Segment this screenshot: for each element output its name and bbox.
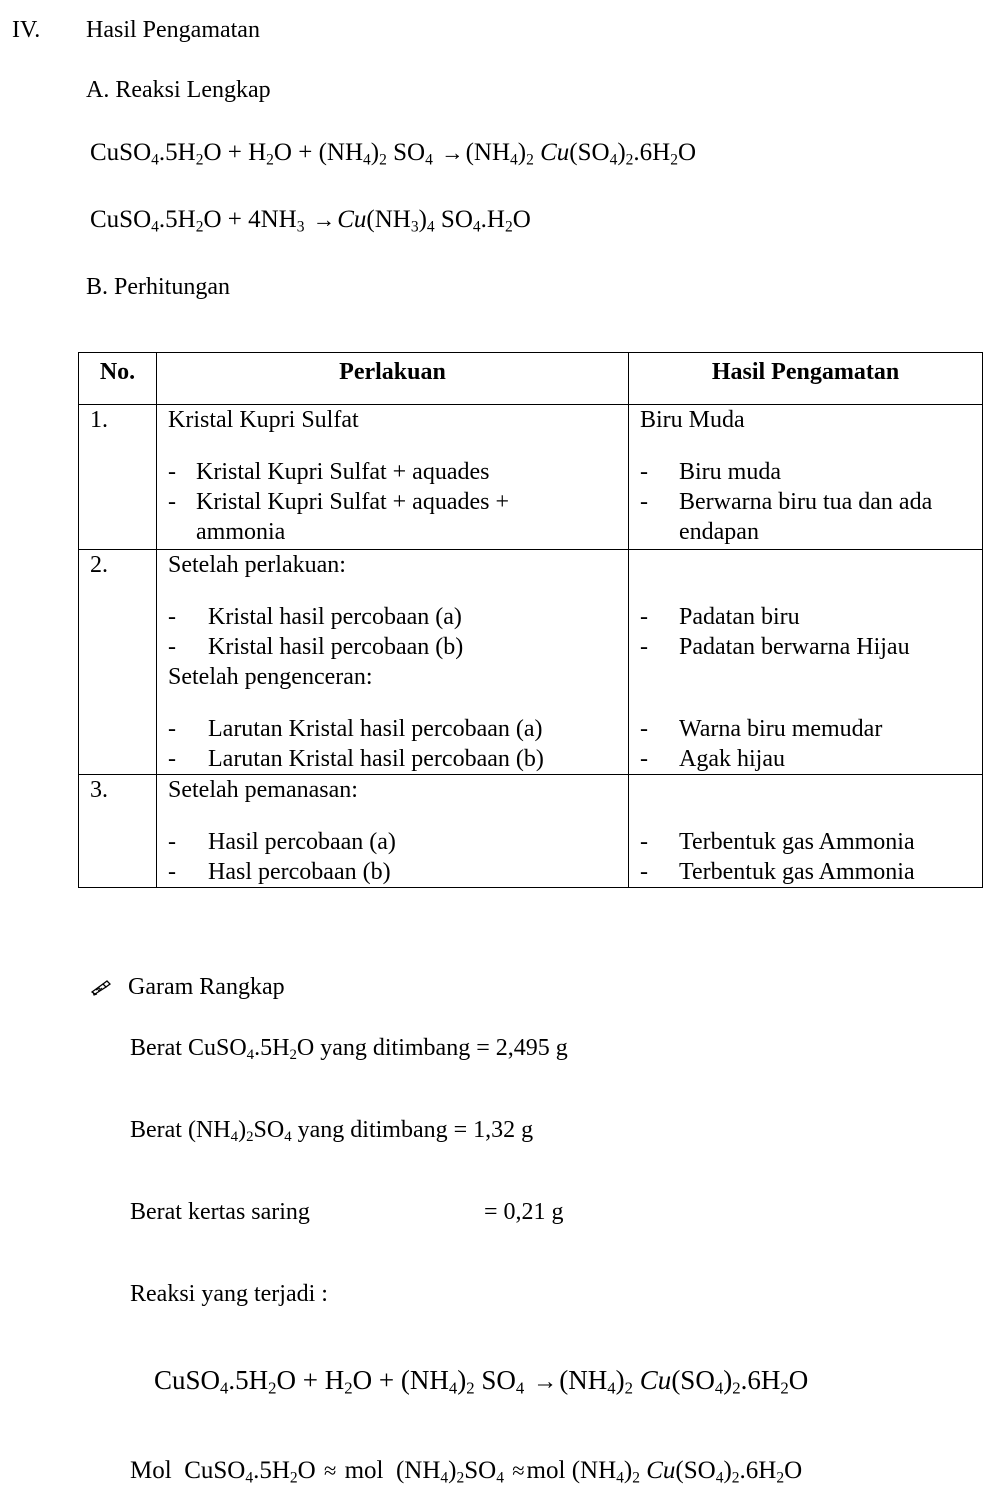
- column-header-hasil: Hasil Pengamatan: [629, 353, 983, 405]
- table-row: [79, 775, 983, 888]
- hasil-cell: [629, 550, 983, 775]
- berat-cuso4-value: = 2,495 g: [476, 1035, 568, 1061]
- reaction-equation-2: $CuSO_4.5H_2O + 4NH_3 \to Cu(NH_3)_4$ $SO_4.H_2O$: [90, 206, 531, 236]
- garam-title: Garam Rangkap: [128, 974, 285, 1000]
- mol-equation: Mol $CuSO_4.5H_2O$ ≈ mol $(NH_4)_2SO_4 \approx mol$ $(NH_4)_2$ $Cu(SO_4)_2.6H_2O$: [130, 1457, 803, 1487]
- list-item: - Biru muda: [640, 459, 781, 485]
- perlakuan-lead-2: Setelah pengenceran:: [168, 664, 373, 690]
- column-header-perlakuan: Perlakuan: [157, 353, 629, 405]
- list-item: - Padatan berwarna Hijau: [640, 634, 910, 660]
- berat-nh4-line: Berat $(NH_4)_2SO_4$ yang ditimbang = 1,32 g: [130, 1117, 534, 1146]
- subsection-b-title: B. Perhitungan: [86, 274, 230, 300]
- list-item: - Kristal hasil percobaan (a): [168, 604, 462, 630]
- observation-table: [78, 352, 983, 888]
- reaction-equation-3: $CuSO_4.5H_2O + H_2O + (NH_4)_2$ $SO_4 \to(NH_4)_2$ $Cu(SO_4)_2.6H_2O$: [154, 1365, 809, 1398]
- subsection-a-title: A. Reaksi Lengkap: [86, 77, 271, 103]
- list-item: - Agak hijau: [640, 746, 785, 772]
- list-item: - Hasl percobaan (b): [168, 859, 391, 885]
- hasil-lead: Biru Muda: [640, 407, 745, 433]
- list-item: - Terbentuk gas Ammonia: [640, 859, 915, 885]
- row-number: 3.: [79, 775, 157, 888]
- column-header-no: No.: [79, 353, 157, 405]
- table-row: [79, 405, 983, 550]
- perlakuan-cell: [157, 405, 629, 550]
- list-item: - Hasil percobaan (a): [168, 829, 396, 855]
- list-item: - Berwarna biru tua dan ada endapan: [640, 489, 933, 545]
- perlakuan-cell: [157, 775, 629, 888]
- list-item: - Padatan biru: [640, 604, 800, 630]
- row-number: 1.: [79, 405, 157, 550]
- table-header-row: [79, 353, 983, 405]
- list-item: - Warna biru memudar: [640, 716, 883, 742]
- berat-nh4-value: = 1,32 g: [453, 1117, 534, 1143]
- list-item: - Larutan Kristal hasil percobaan (a): [168, 716, 543, 742]
- perlakuan-cell: [157, 550, 629, 775]
- writing-hand-icon: [90, 978, 112, 998]
- reaksi-label: Reaksi yang terjadi :: [130, 1281, 328, 1307]
- row-number: 2.: [79, 550, 157, 775]
- hasil-cell: [629, 405, 983, 550]
- section-number: IV.: [12, 17, 41, 43]
- list-item: - Kristal Kupri Sulfat + aquades: [168, 459, 490, 485]
- list-item: - Larutan Kristal hasil percobaan (b): [168, 746, 544, 772]
- berat-kertas-value: = 0,21 g: [484, 1199, 564, 1225]
- list-item: - Terbentuk gas Ammonia: [640, 829, 915, 855]
- berat-kertas-label: Berat kertas saring: [130, 1199, 310, 1225]
- list-item: - Kristal hasil percobaan (b): [168, 634, 464, 660]
- perlakuan-lead: Kristal Kupri Sulfat: [168, 407, 359, 433]
- reaction-equation-1: $CuSO_4.5H_2O + H_2O + (NH_4)_2$ $SO_4 \to(NH_4)_2$ $Cu(SO_4)_2.6H_2O$: [90, 139, 697, 169]
- perlakuan-lead: Setelah perlakuan:: [168, 552, 346, 578]
- section-title: Hasil Pengamatan: [86, 17, 260, 43]
- list-item: - Kristal Kupri Sulfat + aquades + ammonia: [168, 489, 510, 545]
- berat-cuso4-line: Berat $CuSO_4.5H_2O$ yang ditimbang = 2,495 g: [130, 1035, 568, 1064]
- hasil-cell: [629, 775, 983, 888]
- table-row: [79, 550, 983, 775]
- perlakuan-lead: Setelah pemanasan:: [168, 777, 358, 803]
